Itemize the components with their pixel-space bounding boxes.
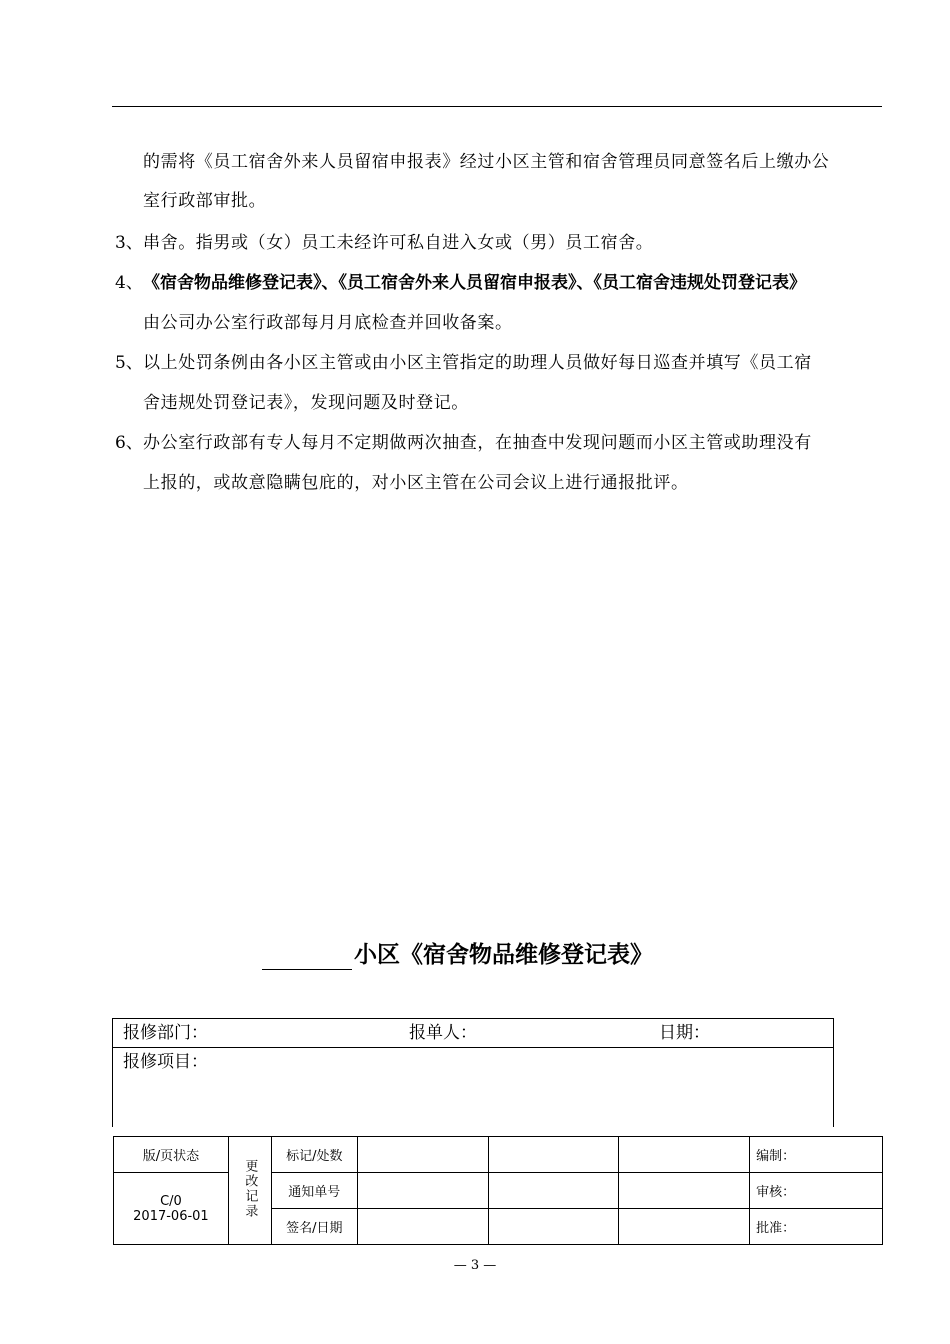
item-6-number: 6、 — [115, 433, 143, 453]
approve-label: 批准： — [750, 1209, 883, 1245]
item-5-text-line-2: 舍违规处罚登记表》，发现问题及时登记。 — [143, 393, 469, 413]
cell-empty — [357, 1173, 488, 1209]
change-record-label: 更改记录 — [228, 1137, 271, 1245]
form-title-text: 小区《宿舍物品维修登记表》 — [354, 941, 653, 968]
title-blank-line — [262, 947, 352, 970]
cell-empty — [357, 1137, 488, 1173]
paragraph-continuation-line-1: 的需将《员工宿舍外来人员留宿申报表》经过小区主管和宿舍管理员同意签名后上缴办公 — [143, 152, 830, 172]
status-label: 版/页状态 — [114, 1137, 229, 1173]
dept-label: 报修部门： — [123, 1023, 208, 1043]
paragraph-continuation-line-2: 室行政部审批。 — [143, 191, 267, 211]
cell-empty — [357, 1209, 488, 1245]
version-cell — [114, 1173, 229, 1245]
cell-empty — [488, 1209, 619, 1245]
item-4-number: 4、 — [115, 273, 143, 293]
item-3-number: 3、 — [115, 233, 143, 253]
notice-label: 通知单号 — [271, 1173, 357, 1209]
item-4-text-line-2: 由公司办公室行政部每月月底检查并回收备案。 — [143, 313, 513, 333]
document-control-table — [113, 1136, 883, 1245]
cell-empty — [619, 1173, 750, 1209]
item-3-text: 串舍。指男或（女）员工未经许可私自进入女或（男）员工宿舍。 — [143, 233, 654, 253]
cell-empty — [619, 1137, 750, 1173]
header-rule — [112, 106, 882, 107]
form-title — [262, 940, 653, 970]
item-5-number: 5、 — [115, 353, 143, 373]
cell-empty — [488, 1173, 619, 1209]
repair-form — [112, 1018, 834, 1127]
compile-label: 编制： — [750, 1137, 883, 1173]
item-4-text-line-1: 《宿舍物品维修登记表》、《员工宿舍外来人员留宿申报表》、《员工宿舍违规处罚登记表》 — [143, 273, 806, 293]
item-label: 报修项目： — [123, 1052, 208, 1072]
reporter-label: 报单人： — [409, 1023, 477, 1043]
item-6-text-line-2: 上报的，或故意隐瞒包庇的，对小区主管在公司会议上进行通报批评。 — [143, 473, 689, 493]
mark-label: 标记/处数 — [271, 1137, 357, 1173]
version-date: 2017-06-01 — [133, 1208, 209, 1224]
review-label: 审核： — [750, 1173, 883, 1209]
date-label: 日期： — [659, 1023, 710, 1043]
page-number: — 3 — — [453, 1258, 497, 1273]
cell-empty — [619, 1209, 750, 1245]
item-6-text-line-1: 办公室行政部有专人每月不定期做两次抽查，在抽查中发现问题而小区主管或助理没有 — [143, 433, 812, 453]
item-5-text-line-1: 以上处罚条例由各小区主管或由小区主管指定的助理人员做好每日巡查并填写《员工宿 — [143, 353, 812, 373]
version-code: C/0 — [160, 1193, 182, 1209]
sign-label: 签名/日期 — [271, 1209, 357, 1245]
cell-empty — [488, 1137, 619, 1173]
